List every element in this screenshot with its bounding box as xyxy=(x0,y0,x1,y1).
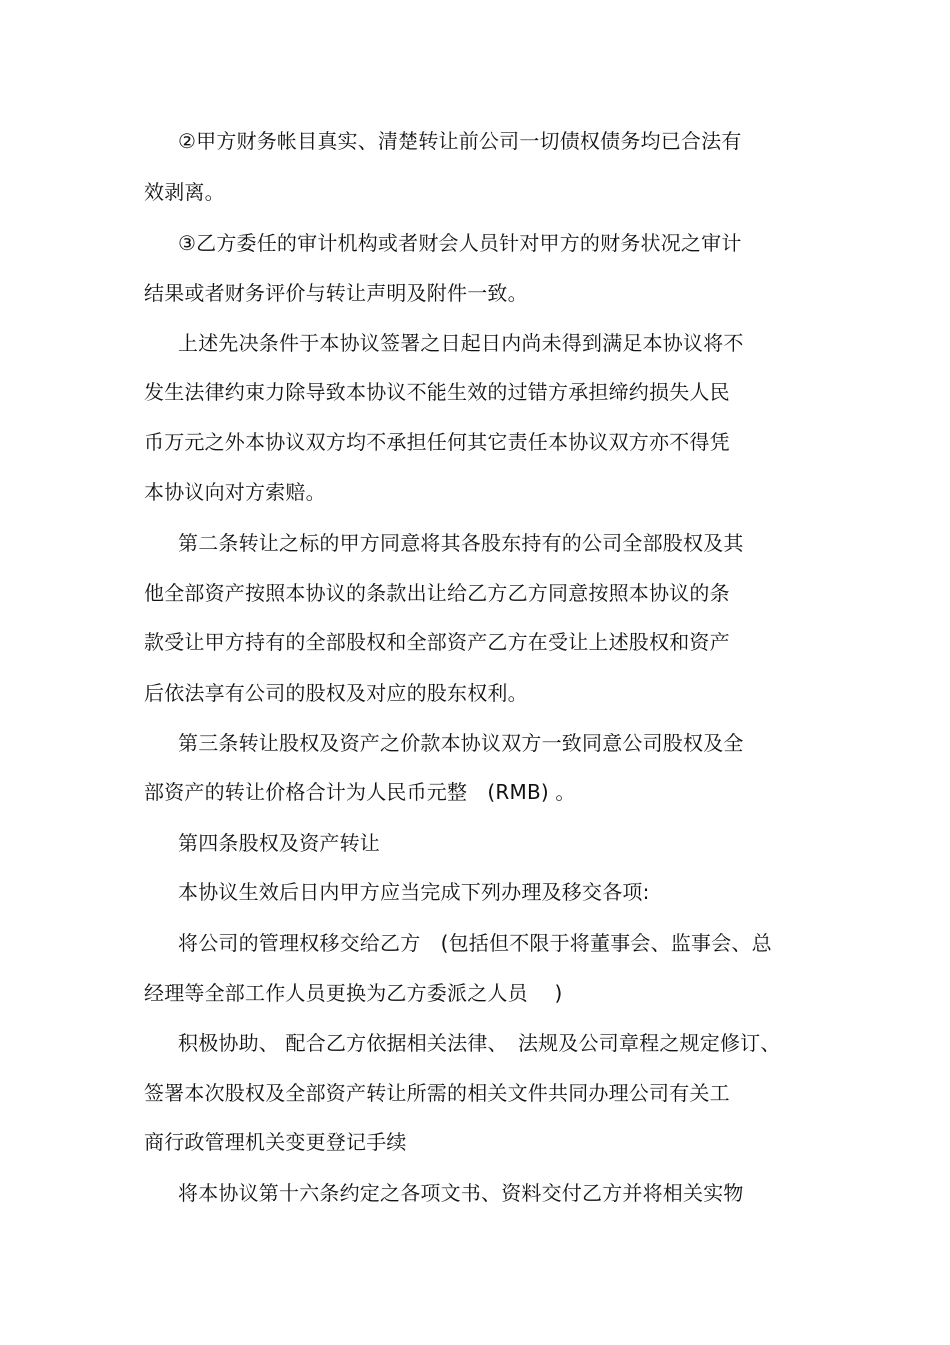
paragraph-line: ②甲方财务帐目真实、清楚转让前公司一切债权债务均已合法有 xyxy=(178,129,742,153)
paragraph-line: 部资产的转让价格合计为人民币元整 (RMB) 。 xyxy=(144,780,576,804)
paragraph-line: 发生法律约束力除导致本协议不能生效的过错方承担缔约损失人民 xyxy=(144,380,730,404)
paragraph-line: ③乙方委任的审计机构或者财会人员针对甲方的财务状况之审计 xyxy=(178,231,742,255)
paragraph-line: 结果或者财务评价与转让声明及附件一致。 xyxy=(144,281,528,305)
paragraph-line: 效剥离。 xyxy=(144,180,225,204)
paragraph-line: 积极协助、 配合乙方依据相关法律、 法规及公司章程之规定修订、 xyxy=(178,1031,781,1055)
paragraph-line: 币万元之外本协议双方均不承担任何其它责任本协议双方亦不得凭 xyxy=(144,430,730,454)
paragraph-line: 经理等全部工作人员更换为乙方委派之人员 ) xyxy=(144,981,563,1005)
paragraph-line: 本协议向对方索赔。 xyxy=(144,480,326,504)
paragraph-line: 第三条转让股权及资产之价款本协议双方一致同意公司股权及全 xyxy=(178,731,744,755)
paragraph-line: 商行政管理机关变更登记手续 xyxy=(144,1130,407,1154)
paragraph-line: 第二条转让之标的甲方同意将其各股东持有的公司全部股权及其 xyxy=(178,531,744,555)
paragraph-line: 本协议生效后日内甲方应当完成下列办理及移交各项: xyxy=(178,880,650,904)
paragraph-line: 款受让甲方持有的全部股权和全部资产乙方在受让上述股权和资产 xyxy=(144,630,730,654)
paragraph-line: 签署本次股权及全部资产转让所需的相关文件共同办理公司有关工 xyxy=(144,1081,730,1105)
paragraph-line: 他全部资产按照本协议的条款出让给乙方乙方同意按照本协议的条 xyxy=(144,581,730,605)
paragraph-line: 将公司的管理权移交给乙方 (包括但不限于将董事会、监事会、总 xyxy=(178,931,772,955)
paragraph-line: 后依法享有公司的股权及对应的股东权利。 xyxy=(144,681,528,705)
paragraph-line: 上述先决条件于本协议签署之日起日内尚未得到满足本协议将不 xyxy=(178,331,744,355)
paragraph-line: 第四条股权及资产转让 xyxy=(178,831,380,855)
paragraph-line: 将本协议第十六条约定之各项文书、资料交付乙方并将相关实物 xyxy=(178,1181,744,1205)
